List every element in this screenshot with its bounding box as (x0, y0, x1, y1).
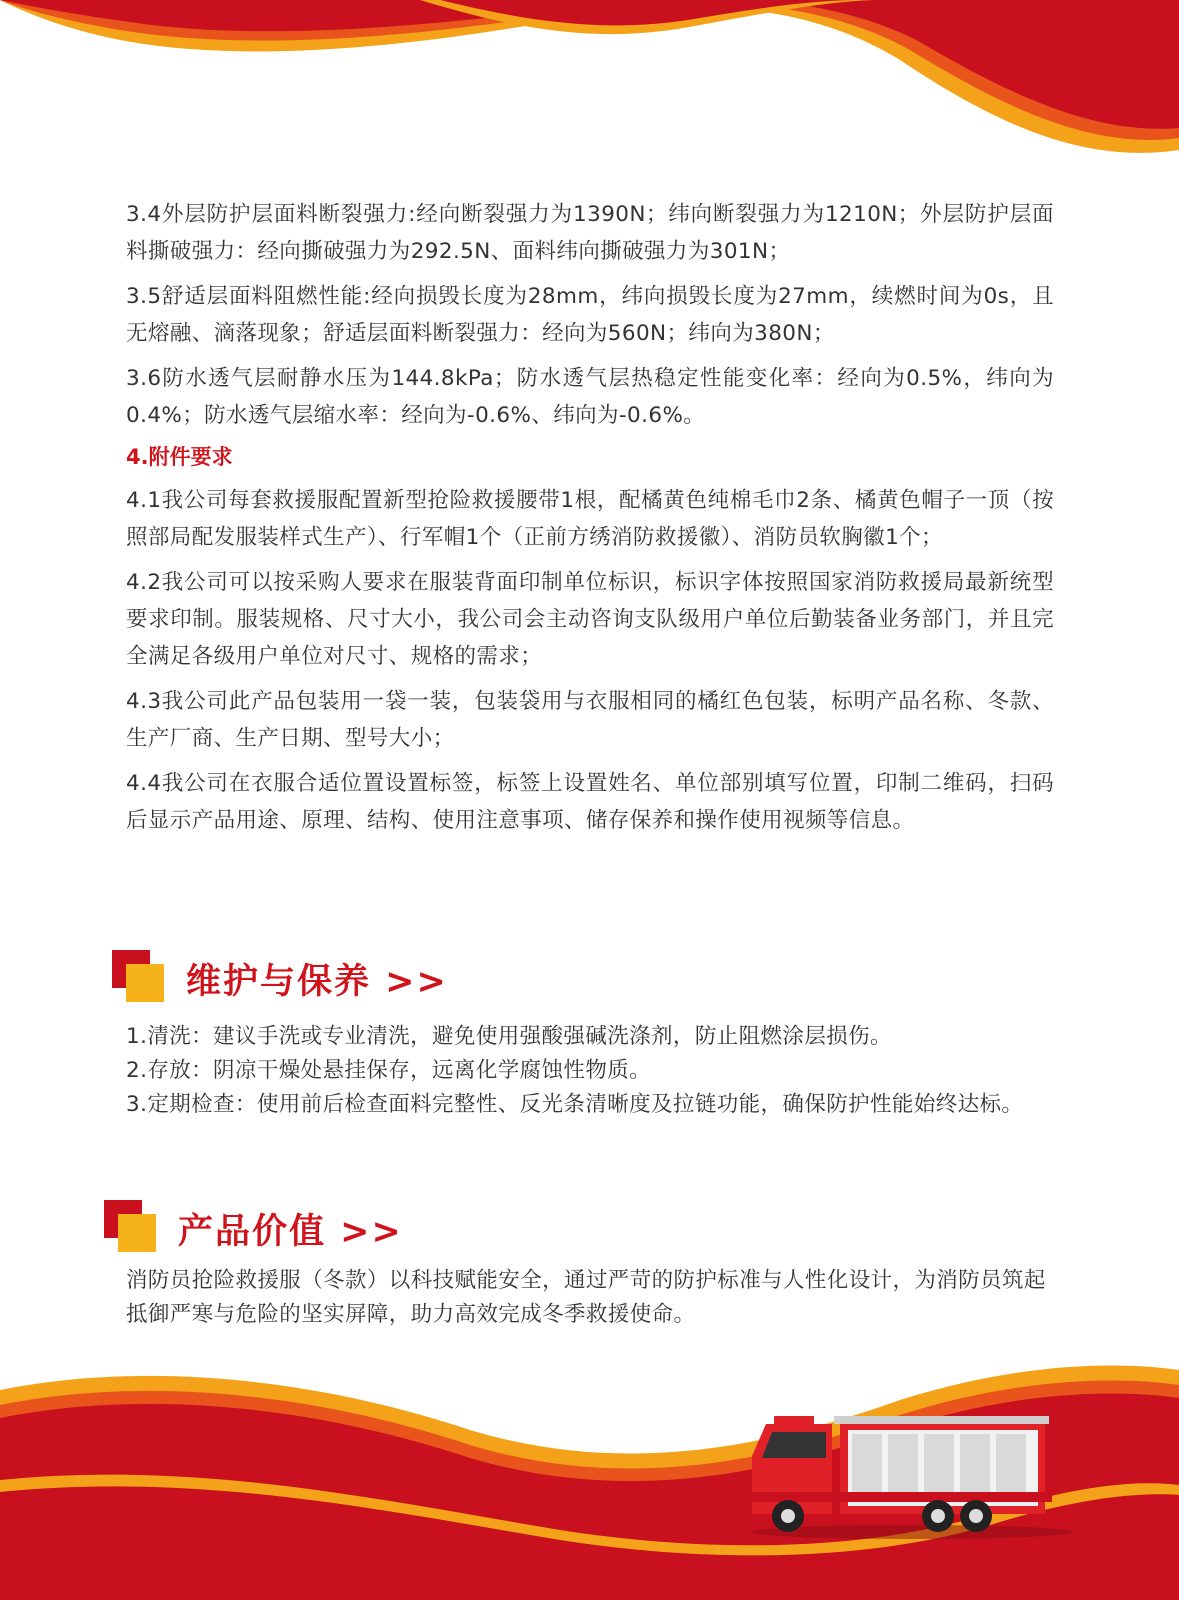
maintenance-title: 维护与保养 >> (186, 962, 448, 1002)
accessory-paragraph: 4.4我公司在衣服合适位置设置标签，标签上设置姓名、单位部别填写位置，印制二维码，扫码后显示产品用途、原理、结构、使用注意事项、储存保养和操作使用视频等信息。 (126, 771, 1054, 833)
maintenance-header (112, 950, 532, 1010)
spec-paragraph: 3.5舒适层面料阻燃性能:经向损毁长度为28mm，纬向损毁长度为27mm，续燃时间为0s，且无熔融、滴落现象；舒适层面料断裂强力：经向为560N；纬向为380N； (126, 284, 1054, 346)
section-marker-yellow-square (118, 1214, 156, 1252)
list-item: 3.定期检查：使用前后检查面料完整性、反光条清晰度及拉链功能，确保防护性能始终达标。 (126, 1092, 1024, 1117)
accessory-paragraph: 4.2我公司可以按采购人要求在服装背面印制单位标识，标识字体按照国家消防救援局最新统型要求印制。服装规格、尺寸大小，我公司会主动咨询支队级用户单位后勤装备业务部门，并且完全满足各级用户单位对尺寸、规格的需求； (126, 570, 1054, 669)
spec-paragraph: 3.6防水透气层耐静水压为144.8kPa；防水透气层热稳定性能变化率：经向为0.5%，纬向为0.4%；防水透气层缩水率：经向为-0.6%、纬向为-0.6%。 (126, 366, 1054, 428)
fire-truck-icon (752, 1412, 1082, 1542)
section-marker-yellow-square (126, 964, 164, 1002)
spec-paragraph: 3.4外层防护层面料断裂强力:经向断裂强力为1390N；纬向断裂强力为1210N；外层防护层面料撕破强力：经向撕破强力为292.5N、面料纬向撕破强力为301N； (126, 202, 1054, 264)
maintenance-list (126, 1020, 1054, 1122)
list-item: 1.清洗：建议手洗或专业清洗，避免使用强酸强碱洗涤剂，防止阻燃涂层损伤。 (126, 1024, 892, 1049)
accessory-paragraph: 4.1我公司每套救援服配置新型抢险救援腰带1根，配橘黄色纯棉毛巾2条、橘黄色帽子一顶（按照部局配发服装样式生产）、行军帽1个（正前方绣消防救援徽）、消防员软胸徽1个； (126, 488, 1054, 550)
accessory-paragraph: 4.3我公司此产品包装用一袋一装，包装袋用与衣服相同的橘红色包装，标明产品名称、冬款、生产厂商、生产日期、型号大小； (126, 689, 1054, 751)
value-title: 产品价值 >> (178, 1212, 403, 1252)
content (126, 196, 1054, 847)
value-paragraph: 消防员抢险救援服（冬款）以科技赋能安全，通过严苛的防护标准与人性化设计，为消防员筑起抵御严寒与危险的坚实屏障，助力高效完成冬季救援使命。 (126, 1268, 1046, 1327)
list-item: 2.存放：阴凉干燥处悬挂保存，远离化学腐蚀性物质。 (126, 1058, 652, 1083)
top-wave-decoration (0, 0, 1179, 170)
accessory-heading: 4.附件要求 (126, 445, 233, 469)
value-header (104, 1200, 524, 1260)
